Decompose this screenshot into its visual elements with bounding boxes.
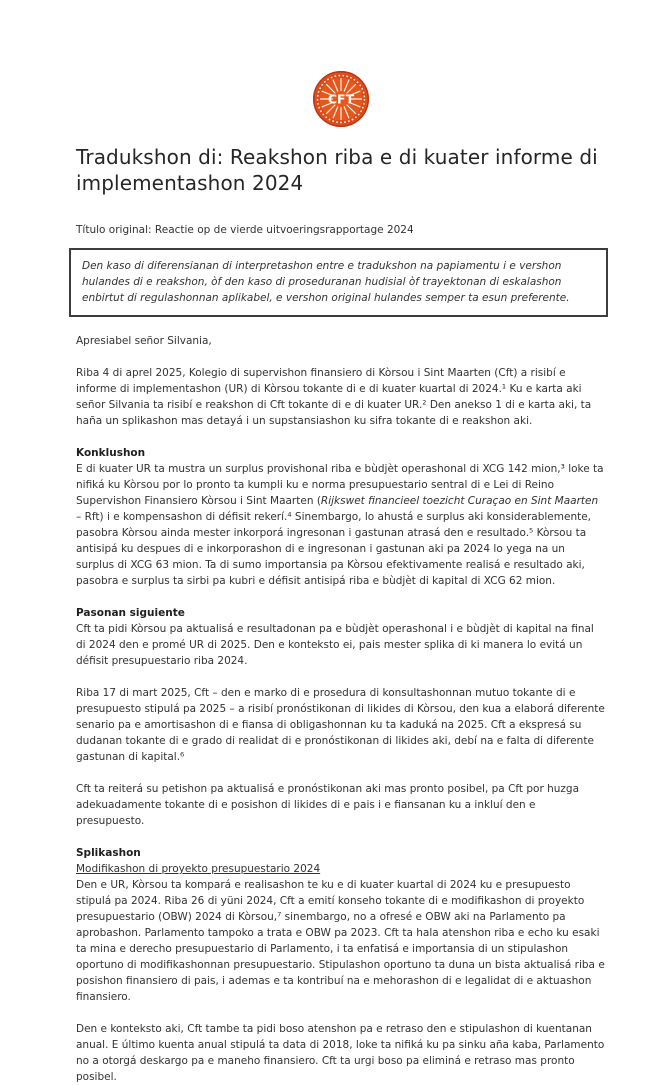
splikashon-paragraph-2: Den e konteksto aki, Cft tambe ta pidi boso atenshon pa e retraso den e stipulashon di kuentanan anual. E último kuenta anual stipulá ta data di 2018, loke ta nifiká ku pa sinku aña kaba, Parlamento no a otorgá deskargo pa e maneho finansiero. Cft ta urgi boso pa eliminá e retraso mas pronto posibel.	[76, 1023, 605, 1083]
law-name-italic: Rijkswet financieel toezicht Curaçao en Sint Maarten	[320, 495, 599, 507]
section-heading-pasonan-siguiente: Pasonan siguiente	[76, 607, 185, 619]
konklushon-text-b: – Rft) i e kompensashon di défisit rekerí.⁴ Sinembargo, lo ahustá e surplus aki konsiderablemente, pasobra Kòrsou ainda mester inkorporá ingresonan i gastunan atrasá den e resultado.⁵ Kòrsou ta antisipá ku despues di e inkorporashon di e ingresonan i gastunan aki pa 2024 lo yega na un surplus di XCG 63 mion. Ta di sumo importansia pa Kòrsou efektivamente realisá e resultado aki, pasobra e surplus ta sirbi pa kubri e défisit antisipá riba e bùdjèt di kapital di XCG 62 mion.	[76, 511, 592, 587]
page-title: Tradukshon di: Reakshon riba e di kuater informe di implementashon 2024	[76, 145, 598, 195]
logo-container	[76, 0, 606, 128]
disclaimer-box	[69, 248, 608, 317]
pasonan-paragraph-1: Cft ta pidi Kòrsou pa aktualisá e resultadonan pa e bùdjèt operashonal i e bùdjèt di kapital na final di 2024 den e promé UR di 2025. Den e konteksto ei, pais mester splika di ki manera lo evitá un défisit presupuestario riba 2024.	[76, 623, 594, 667]
salutation: Apresiabel señor Silvania,	[76, 335, 212, 347]
konklushon-text-a: E di kuater UR ta mustra un surplus provishonal riba e bùdjèt operashonal di XCG 142 mion,³ loke ta nifiká ku Kòrsou por lo pronto ta kumpli ku e norma presupuestario sentral di e Lei di Reino Supervishon Finansiero Kòrsou i Sint Maarten (	[76, 463, 604, 507]
cft-logo-text: CFT	[327, 91, 355, 107]
konklushon-paragraph	[76, 461, 606, 589]
cft-seal-icon	[312, 70, 370, 128]
pasonan-paragraph-2: Riba 17 di mart 2025, Cft – den e marko di e prosedura di konsultashonnan mutuo tokante di e presupuesto stipulá pa 2025 – a risibí pronóstikonan di likides di Kòrsou, den kua a elaborá diferente senario pa e amortisashon di e fiansa di obligashonnan ku ta kaduká na 2025. Cft a ekspresá su dudanan tokante di e grado di realidat di e pronóstikonan di likides aki, debí na e falta di diferente gastunan di kapital.⁶	[76, 687, 605, 763]
pasonan-paragraph-3: Cft ta reiterá su petishon pa aktualisá e pronóstikonan aki mas pronto posibel, pa Cft por huzga adekuadamente tokante di e posishon di likides di e pais i e fiansanan ku a inkluí den e presupuesto.	[76, 783, 580, 827]
splikashon-paragraph-1: Den e UR, Kòrsou ta kompará e realisashon te ku e di kuater kuartal di 2024 ku e presupuesto stipulá pa 2024. Riba 26 di yüni 2024, Cft a emití konseho tokante di e modifikashon di proyekto presupuestario (OBW) 2024 di Kòrsou,⁷ sinembargo, no a ofresé e OBW aki na Parlamento pa aprobashon. Parlamento tampoko a trata e OBW pa 2023. Cft ta hala atenshon riba e echo ku esaki ta mina e derecho presupuestario di Parlamento, i ta enfatisá e importansia di un stipulashon oportuno di modifikashonnan presupuestario. Stipulashon oportuno ta duna un bista aktualisá riba e posishon finansiero di pais, i ademas e ta kontribuí na e mehorashon di e legalidat di e aktuashon finansiero.	[76, 879, 605, 1003]
splikashon-subheading: Modifikashon di proyekto presupuestario 2024	[76, 863, 321, 875]
section-heading-konklushon: Konklushon	[76, 447, 146, 459]
disclaimer-text: Den kaso di diferensianan di interpretashon entre e tradukshon na papiamentu i e vershon hulandes di e reakshon, òf den kaso di proseduranan hudisial òf trayektonan di eskalashon enbirtut di regulashonnan aplikabel, e vershon original hulandes semper ta esun preferente.	[82, 260, 570, 304]
original-title: Título original: Reactie op de vierde uitvoeringsrapportage 2024	[76, 224, 414, 236]
intro-paragraph: Riba 4 di aprel 2025, Kolegio di supervishon finansiero di Kòrsou i Sint Maarten (Cft) a risibí e informe di implementashon (UR) di Kòrsou tokante di e di kuater kuartal di 2024.¹ Ku e karta aki señor Silvania ta risibí e reakshon di Cft tokante di e di kuater UR.² Den anekso 1 di e karta aki, ta haña un splikashon mas detayá i un supstansiashon ku sifra tokante di e reakshon aki.	[76, 367, 592, 427]
section-heading-splikashon: Splikashon	[76, 847, 141, 859]
